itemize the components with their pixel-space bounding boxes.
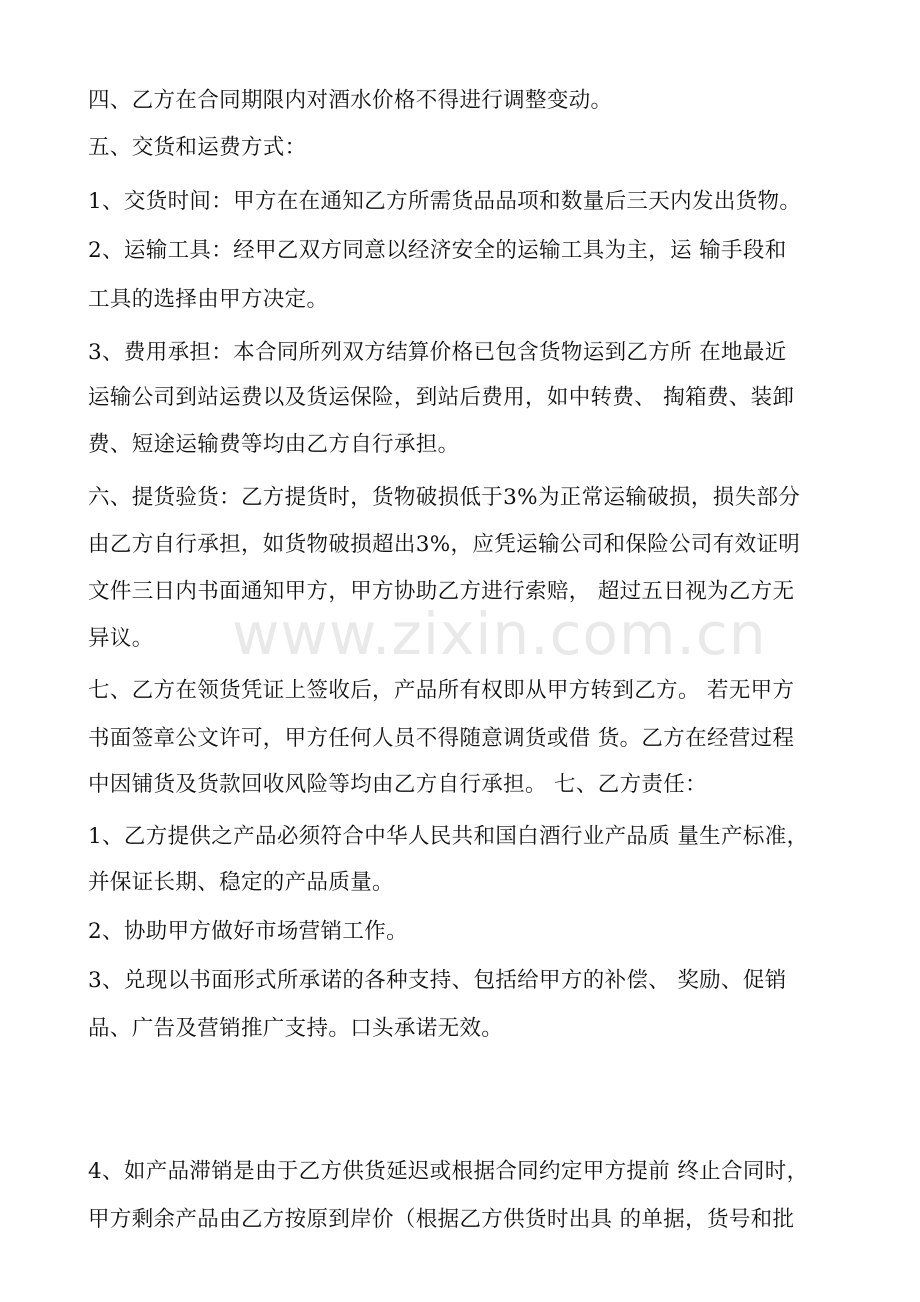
text-line: 甲方剩余产品由乙方按原到岸价（根据乙方供货时出具 的单据，货号和批: [88, 1207, 795, 1232]
text-line: 六、提货验货：乙方提货时，货物破损低于3%为正常运输破损，损失部分: [88, 485, 801, 510]
text-line: 并保证长期、稳定的产品质量。: [88, 870, 394, 895]
text-line: 品、广告及营销推广支持。口头承诺无效。: [88, 1016, 504, 1041]
text-line: 七、乙方在领货凭证上签收后，产品所有权即从甲方转到乙方。 若无甲方: [88, 678, 795, 703]
text-line: 2、协助甲方做好市场营销工作。: [88, 919, 408, 944]
text-line: 中因铺货及货款回收风险等均由乙方自行承担。 七、乙方责任：: [88, 772, 707, 797]
text-line: 费、短途运输费等均由乙方自行承担。: [88, 432, 460, 457]
text-line: 3、费用承担：本合同所列双方结算价格已包含货物运到乙方所 在地最近: [88, 340, 787, 365]
text-line: 3、兑现以书面形式所承诺的各种支持、包括给甲方的补偿、 奖励、促销: [88, 968, 787, 993]
text-line: 四、乙方在合同期限内对酒水价格不得进行调整变动。: [88, 88, 613, 113]
text-line: 1、乙方提供之产品必须符合中华人民共和国白酒行业产品质 量生产标准，: [88, 824, 809, 849]
text-line: 由乙方自行承担，如货物破损超出3%，应凭运输公司和保险公司有效证明: [88, 532, 801, 557]
text-line: 异议。: [88, 626, 154, 651]
text-line: 1、交货时间：甲方在在通知乙方所需货品品项和数量后三天内发出货物。: [88, 189, 802, 214]
watermark: www.zixin.com.cn: [232, 600, 767, 668]
text-line: 运输公司到站运费以及货运保险，到站后费用，如中转费、 掏箱费、装卸: [88, 385, 795, 410]
text-line: 书面签章公文许可，甲方任何人员不得随意调货或借 货。乙方在经营过程: [88, 726, 795, 751]
text-line: 2、运输工具：经甲乙双方同意以经济安全的运输工具为主，运 输手段和: [88, 238, 787, 263]
text-line: 4、如产品滞销是由于乙方供货延迟或根据合同约定甲方提前 终止合同时，: [88, 1159, 809, 1184]
text-line: 工具的选择由甲方决定。: [88, 287, 329, 312]
text-line: 文件三日内书面通知甲方，甲方协助乙方进行索赔， 超过五日视为乙方无: [88, 579, 795, 604]
text-line: 五、交货和运费方式：: [88, 135, 307, 160]
